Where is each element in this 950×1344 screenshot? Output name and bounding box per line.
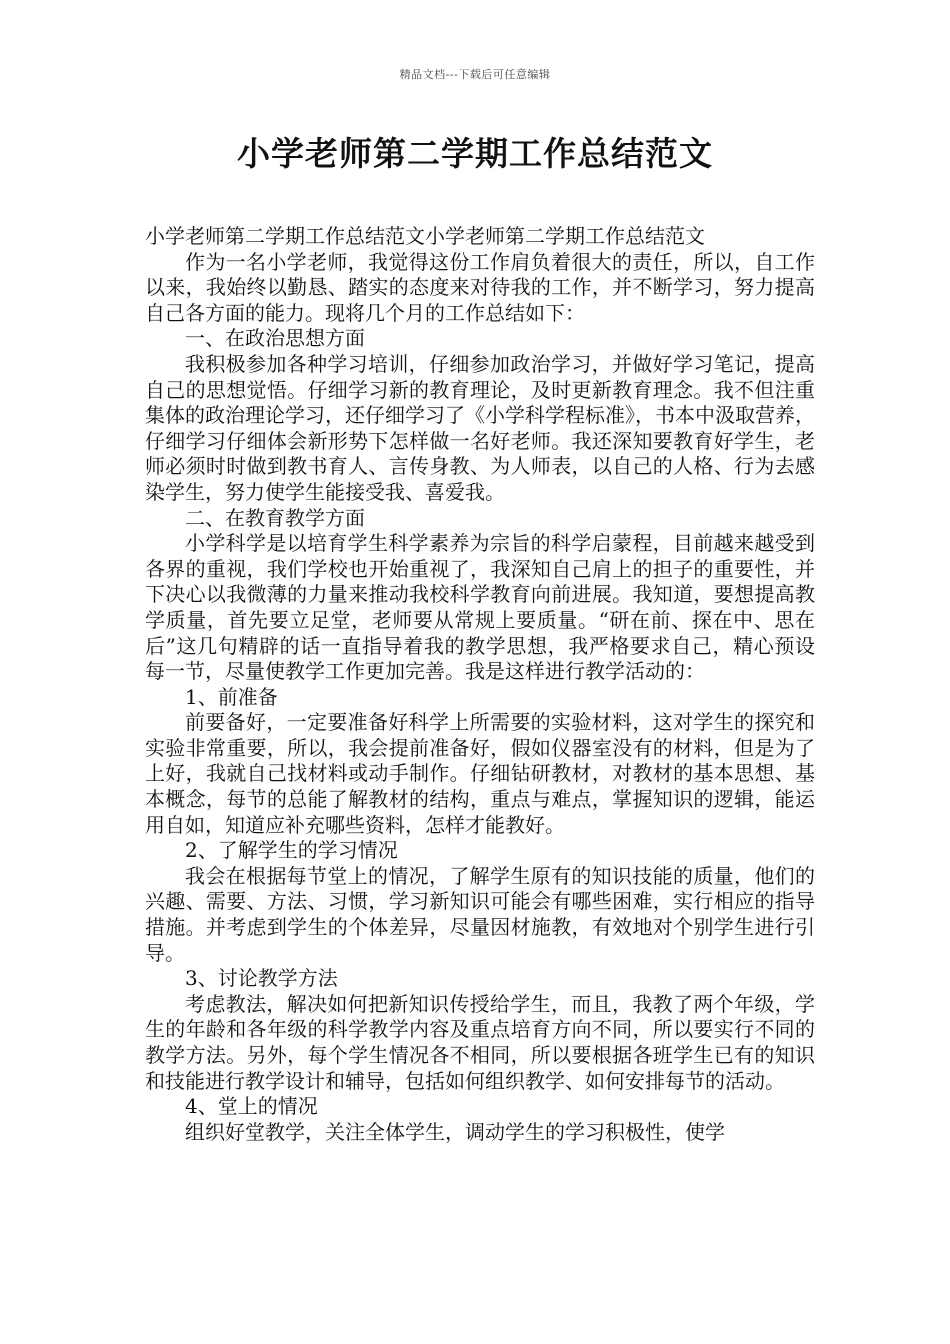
section-heading: 2、了解学生的学习情况: [185, 838, 398, 863]
document-body: [145, 224, 815, 1145]
body-paragraph: 我积极参加各种学习培训，仔细参加政治学习，并做好学习笔记，提高自己的思想觉悟。仔细学习新的教育理论，及时更新教育理念。我不但注重集体的政治理论学习，还仔细学习了《小学科学程标准》，书本中汲取营养，仔细学习仔细体会新形势下怎样做一名好老师。我还深知要教育好学生，老师必须时时做到教书育人、言传身教、为人师表，以自己的人格、行为去感染学生，努力使学生能接受我、喜爱我。: [145, 351, 815, 504]
section-heading: 二、在教育教学方面: [185, 505, 365, 530]
body-paragraph: 小学老师第二学期工作总结范文小学老师第二学期工作总结范文: [145, 224, 705, 248]
body-paragraph: 我会在根据每节堂上的情况，了解学生原有的知识技能的质量，他们的兴趣、需要、方法、习惯，学习新知识可能会有哪些困难，实行相应的指导措施。并考虑到学生的个体差异，尽量因材施教，有效地对个别学生进行引导。: [145, 863, 815, 965]
section-heading: 4、堂上的情况: [185, 1094, 318, 1119]
section-heading: 1、前准备: [185, 684, 278, 709]
page-title: 小学老师第二学期工作总结范文: [237, 134, 713, 173]
body-paragraph: 前要备好，一定要准备好科学上所需要的实验材料，这对学生的探究和实验非常重要，所以，我会提前准备好，假如仪器室没有的材料，但是为了上好，我就自己找材料或动手制作。仔细钻研教材，对教材的基本思想、基本概念，每节的总能了解教材的结构，重点与难点，掌握知识的逻辑，能运用自如，知道应补充哪些资料，怎样才能教好。: [145, 710, 815, 837]
body-paragraph: 小学科学是以培育学生科学素养为宗旨的科学启蒙程，目前越来越受到各界的重视，我们学校也开始重视了，我深知自己肩上的担子的重要性，并下决心以我微薄的力量来推动我校科学教育向前进展。我知道，要想提高教学质量，首先要立足堂，老师要从常规上要质量。“研在前、探在中、思在后”这几句精辟的话一直指导着我的教学思想，我严格要求自己，精心预设每一节，尽量使教学工作更加完善。我是这样进行教学活动的：: [145, 531, 815, 684]
body-paragraph: 作为一名小学老师，我觉得这份工作肩负着很大的责任，所以，自工作以来，我始终以勤恳、踏实的态度来对待我的工作，并不断学习，努力提高自己各方面的能力。现将几个月的工作总结如下：: [145, 249, 815, 325]
section-heading: 一、在政治思想方面: [185, 326, 365, 351]
section-heading: 3、讨论教学方法: [185, 966, 338, 991]
body-paragraph: 组织好堂教学，关注全体学生，调动学生的学习积极性，使学: [185, 1119, 725, 1144]
body-paragraph: 考虑教法，解决如何把新知识传授给学生，而且，我教了两个年级，学生的年龄和各年级的科学教学内容及重点培育方向不同，所以要实行不同的教学方法。另外，每个学生情况各不相同，所以要根据各班学生已有的知识和技能进行教学设计和辅导，包括如何组织教学、如何安排每节的活动。: [145, 991, 815, 1093]
header-note: 精品文档---下载后可任意编辑: [399, 68, 551, 81]
